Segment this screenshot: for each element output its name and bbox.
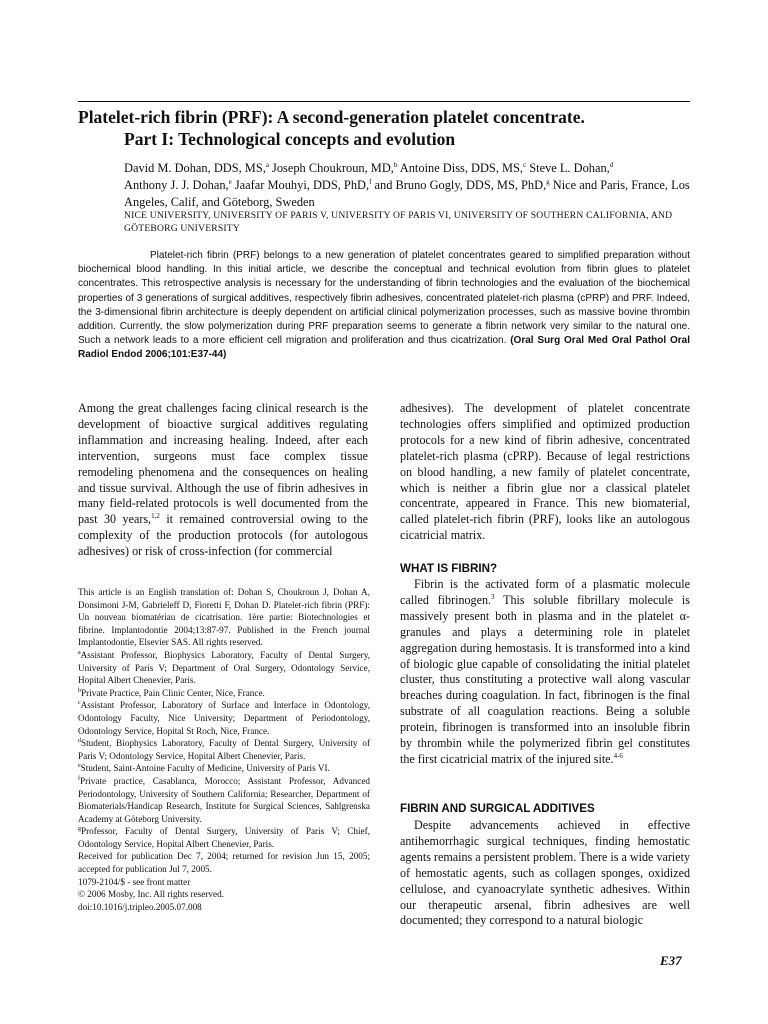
page-number: E37 [660,953,682,968]
footnote-mark: a [78,649,81,656]
footnote-b [78,687,370,700]
author-1: David M. Dohan, DDS, MS, [124,161,266,175]
footnote-mark: f [78,775,80,782]
footnote-e [78,762,370,775]
section-text-cont: This soluble fibrillary molecule is massively present both in plasma and in the platelet α-granules and plays a determining role in platelet aggregation during hemostasis. It is transformed into a kind of biologic glue capable of consolidating the initial platelet cluster, thus constituting a protective wall along vascular breaches during coagulation. In fact, fibrinogen is the final substrate of all coagulation reactions. Being a soluble protein, fibrinogen is transformed into an insoluble fibrin by thrombin while the polymerized fibrin gel constitutes the first cicatricial matrix of the injured site. [400,592,690,766]
author-7: and Bruno Gogly, DDS, MS, PhD, [371,178,547,192]
footnote-text: Private practice, Casablanca, Morocco; Assistant Professor, Advanced Periodontology, University of Southern California; Researcher, Department of Biomaterials/Handicap Research, Institute for Surgical Sciences, Sahlgrenska Academy at Göteborg University. [78,775,370,824]
author-mark: a [265,161,269,169]
section-fibrin-body [400,577,690,768]
footnote-c [78,699,370,737]
footnote-mark: c [78,700,81,707]
footnote-text: Professor, Faculty of Dental Surgery, University of Paris V; Chief, Odontology Service, Hopital Albert Chenevier, Paris. [78,826,370,849]
footnote-g [78,825,370,850]
author-4: Steve L. Dohan, [526,161,610,175]
citation: (Oral Surg Oral Med Oral Pathol Oral Radiol Endod 2006;101:E37-44) [78,335,691,361]
footnote-text: Student, Saint-Antoine Faculty of Medicine, University of Paris VI. [80,763,330,774]
author-mark: e [228,178,232,186]
footnote-mark: e [78,763,81,770]
footnotes [78,586,370,913]
author-3: Antoine Diss, DDS, MS, [397,161,524,175]
intro-paragraph-1 [78,401,368,560]
author-6: Jaafar Mouhyi, DDS, PhD, [231,178,370,192]
title-line-1: Platelet-rich fibrin (PRF): A second-generation platelet concentrate. [78,107,585,127]
reference-link[interactable]: 3 [491,592,495,601]
author-mark: b [393,161,398,169]
author-mark: c [523,161,527,169]
abstract [78,249,690,363]
footnote-mark: d [78,738,81,745]
reference-link[interactable]: 4-6 [613,751,623,760]
article-title [78,106,698,150]
issn: 1079-2104/$ - see front matter [78,876,191,887]
author-mark: f [369,178,372,186]
footnote-mark: b [78,687,81,694]
footnote-d [78,737,370,762]
author-locations: Nice and Paris, France, Los Angeles, Calif, and Göteborg, Sweden [124,178,690,209]
footnote-text: Assistant Professor, Biophysics Laboratory, Faculty of Dental Surgery, University of Paris V; Department of Oral Surgery, Odontology Service, Hopital Albert Chenevier, Paris. [78,649,370,686]
footnote-mark: g [78,826,81,833]
received-dates: Received for publication Dec 7, 2004; returned for revision Jun 15, 2005; accepted for publication Jul 7, 2005. [78,851,370,875]
section-text: Fibrin is the activated form of a plasmatic molecule called fibrinogen. [400,577,690,607]
footnote-text: Student, Biophysics Laboratory, Faculty of Dental Surgery, University of Paris V; Odontology Service, Hopital Albert Chenevier, Paris. [78,738,370,761]
section-additives-body: Despite advancements achieved in effective antihemorrhagic surgical techniques, finding hemostatic agents remains a persistent problem. There is a wide variety of hemostatic agents, such as collagen sponges, oxidized cellulose, and cyanoacrylate synthetic adhesives. Within our therapeutic arsenal, fibrin adhesives are well documented; they correspond to a natural biologic [400,818,690,928]
copyright: © 2006 Mosby, Inc. All rights reserved. [78,889,224,900]
author-list [124,160,694,211]
section-heading-fibrin: WHAT IS FIBRIN? [400,562,498,575]
author-mark: d [609,161,614,169]
intro-text-2: adhesives). The development of platelet concentrate technologies offers simplified and optimized production protocols for a new kind of fibrin adhesive, concentrated platelet-rich plasma (cPRP). Because of legal restrictions on blood handling, a new family of platelet concentrate, which is neither a fibrin glue nor a classical platelet concentrate, appeared in France. This new biomaterial, called platelet-rich fibrin (PRF), looks like an autologous cicatricial matrix. [400,401,690,543]
title-line-2: Part I: Technological concepts and evolution [124,129,456,149]
intro-paragraph-2 [400,401,690,544]
author-5: Anthony J. J. Dohan, [124,178,229,192]
affiliations: NICE UNIVERSITY, UNIVERSITY OF PARIS V, UNIVERSITY OF PARIS VI, UNIVERSITY OF SOUTHERN CALIFORNIA, AND GÖTEBORG UNIVERSITY [124,210,673,234]
header-rule [78,101,690,102]
footnote-text: Private Practice, Pain Clinic Center, Nice, France. [81,687,265,698]
intro-text-cont: it remained controversial owing to the complexity of the production protocols (for autologous adhesives) or risk of cross-infection (for commercial [78,512,368,559]
footnote-f [78,775,370,825]
abstract-text: Platelet-rich fibrin (PRF) belongs to a new generation of platelet concentrates geared to simplified preparation without biochemical blood handling. In this initial article, we describe the conceptual and technical evolution from fibrin glues to platelet concentrates. This retrospective analysis is necessary for the understanding of fibrin technologies and the evaluation of the biochemical properties of 3 generations of surgical additives, respectively fibrin adhesives, concentrated platelet-rich plasma (cPRP) and PRF. Indeed, the 3-dimensional fibrin architecture is deeply dependent on artificial clinical polymerization processes, such as massive bovine thrombin addition. Currently, the slow polymerization during PRF preparation seems to generate a fibrin network very similar to the natural one. Such a network leads to a more efficient cell migration and proliferation and thus cicatrization. [78,250,690,347]
author-mark: g [546,178,550,186]
reference-link[interactable]: 1,2 [151,512,160,521]
intro-text: Among the great challenges facing clinical research is the development of bioactive surgical additives regulating inflammation and increasing healing. Indeed, after each intervention, surgeons must face complex tissue remodeling phenomena and the consequences on healing and tissue survival. Although the use of fibrin adhesives in many field-related protocols is well documented from the past 30 years, [78,401,368,527]
section-heading-surgical-additives: FIBRIN AND SURGICAL ADDITIVES [400,802,595,815]
author-2: Joseph Choukroun, MD, [268,161,394,175]
doi-link[interactable]: doi:10.1016/j.tripleo.2005.07.008 [78,901,202,912]
footnote-text: Assistant Professor, Laboratory of Surface and Interface in Odontology, Odontology Faculty, Nice University; Department of Periodontology, Odontology Service, Hopital St Roch, Nice, France. [78,700,370,736]
footnote-translation: This article is an English translation of: Dohan S, Choukroun J, Dohan A, Donsimoni J-M, Gabrieleff D, Fioretti F, Dohan D. Platelet-rich fibrin (PRF): Un nouveau biomatériau de cicatrisation. 1ère partie: Biotechnologies et fibrine. Implantodontie 2004;13:87-97. Published in the French journal Implantodontie, Elsevier SAS. All rights reserved. [78,587,370,648]
footnote-a [78,649,370,687]
